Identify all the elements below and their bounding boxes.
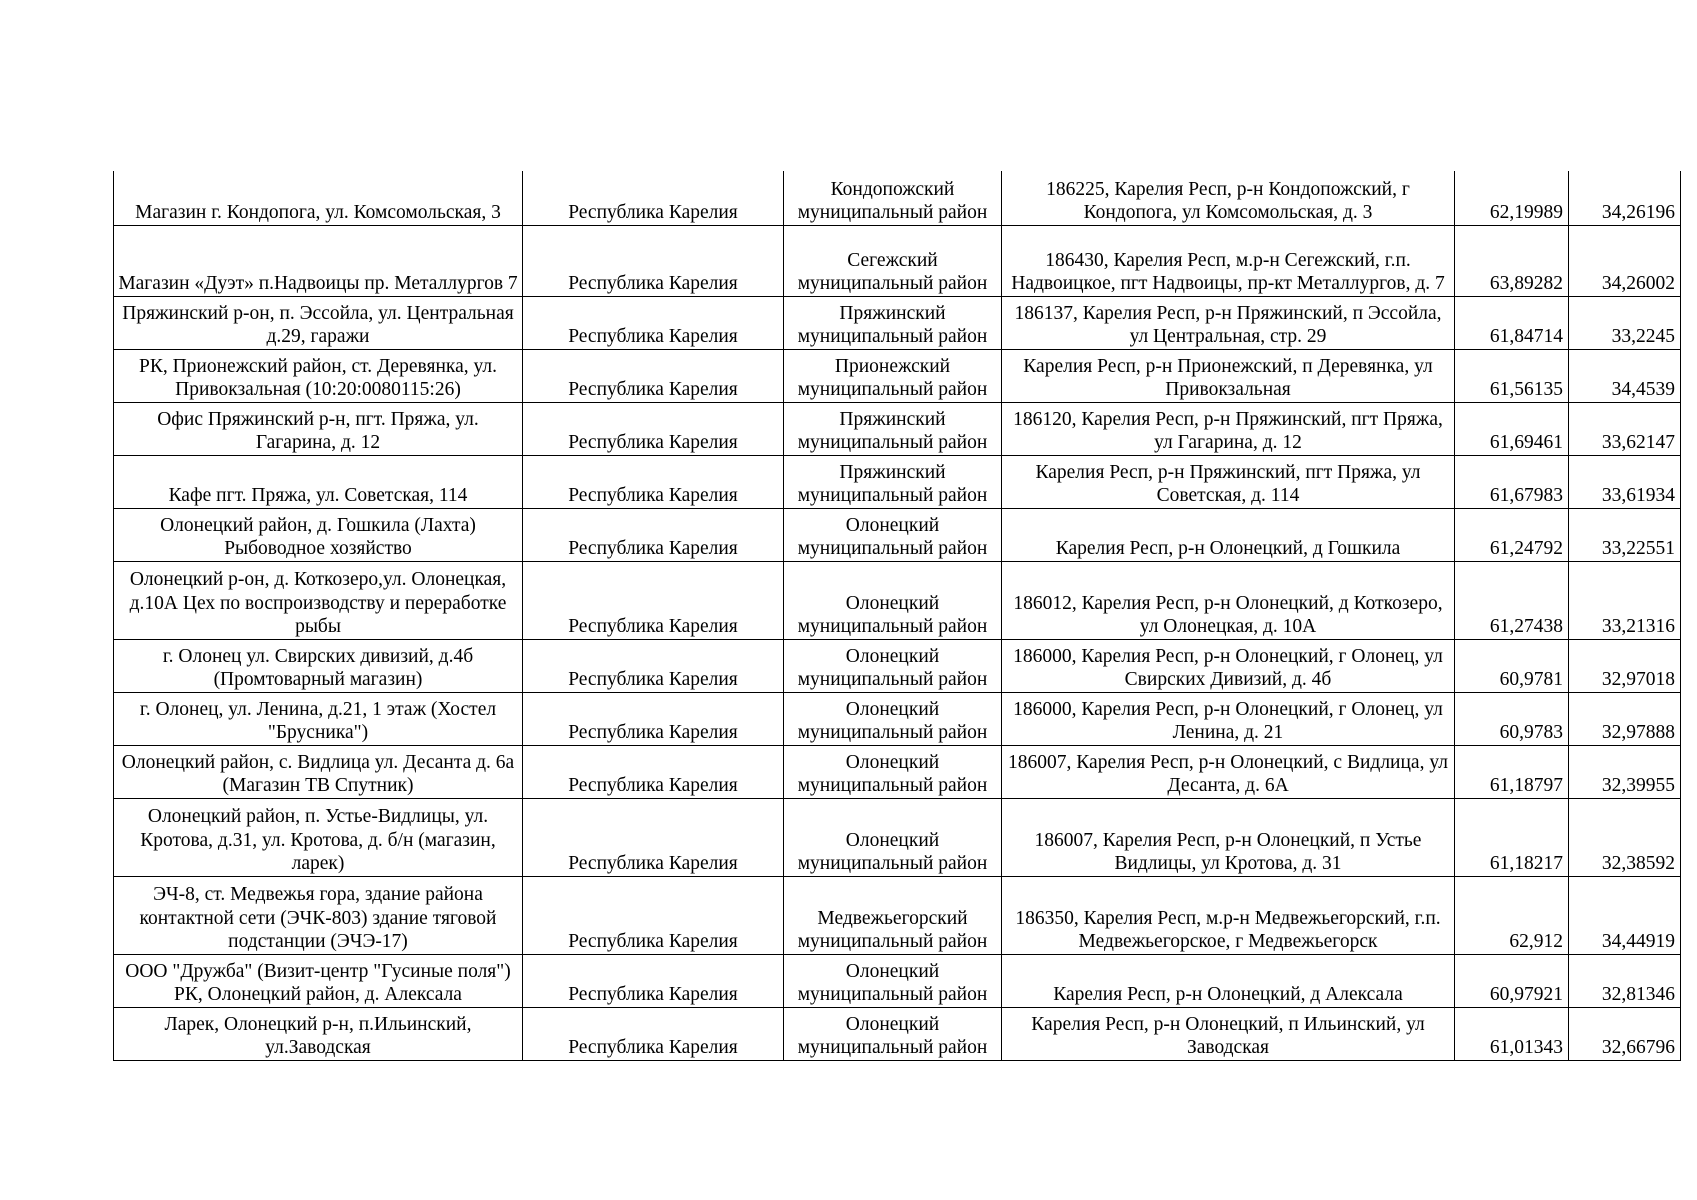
cell-object-name: ЭЧ-8, ст. Медвежья гора, здание района контактной сети (ЭЧК-803) здание тяговой подстанции (ЭЧЭ-17) (114, 876, 523, 954)
cell-district: Сегежский муниципальный район (784, 225, 1002, 296)
table-body (114, 171, 1681, 1060)
locations-table (113, 171, 1681, 1061)
table-row (114, 171, 1681, 225)
cell-region: Республика Карелия (523, 798, 784, 876)
cell-longitude: 34,26196 (1569, 171, 1681, 225)
cell-address: 186120, Карелия Респ, р-н Пряжинский, пгт Пряжа, ул Гагарина, д. 12 (1002, 402, 1455, 455)
cell-longitude: 32,66796 (1569, 1007, 1681, 1060)
cell-region: Республика Карелия (523, 455, 784, 508)
cell-longitude: 34,26002 (1569, 225, 1681, 296)
cell-region: Республика Карелия (523, 508, 784, 561)
cell-latitude: 60,9781 (1455, 639, 1569, 692)
cell-district: Олонецкий муниципальный район (784, 1007, 1002, 1060)
table-row (114, 296, 1681, 349)
cell-object-name: Магазин «Дуэт» п.Надвоицы пр. Металлургов 7 (114, 225, 523, 296)
cell-region: Республика Карелия (523, 225, 784, 296)
cell-longitude: 33,21316 (1569, 561, 1681, 639)
cell-latitude: 61,24792 (1455, 508, 1569, 561)
cell-address: 186007, Карелия Респ, р-н Олонецкий, с Видлица, ул Десанта, д. 6А (1002, 745, 1455, 798)
cell-latitude: 61,56135 (1455, 349, 1569, 402)
cell-address: 186350, Карелия Респ, м.р-н Медвежьегорский, г.п. Медвежьегорское, г Медвежьегорск (1002, 876, 1455, 954)
cell-region: Республика Карелия (523, 954, 784, 1007)
cell-region: Республика Карелия (523, 402, 784, 455)
table-row (114, 692, 1681, 745)
cell-longitude: 32,81346 (1569, 954, 1681, 1007)
cell-address: Карелия Респ, р-н Прионежский, п Деревянка, ул Привокзальная (1002, 349, 1455, 402)
cell-address: 186225, Карелия Респ, р-н Кондопожский, г Кондопога, ул Комсомольская, д. 3 (1002, 171, 1455, 225)
cell-longitude: 34,44919 (1569, 876, 1681, 954)
cell-longitude: 33,22551 (1569, 508, 1681, 561)
cell-object-name: РК, Прионежский район, ст. Деревянка, ул. Привокзальная (10:20:0080115:26) (114, 349, 523, 402)
cell-address: Карелия Респ, р-н Олонецкий, д Гошкила (1002, 508, 1455, 561)
cell-object-name: Офис Пряжинский р-н, пгт. Пряжа, ул. Гагарина, д. 12 (114, 402, 523, 455)
table-row (114, 561, 1681, 639)
cell-object-name: Ларек, Олонецкий р-н, п.Ильинский, ул.Заводская (114, 1007, 523, 1060)
cell-longitude: 32,97018 (1569, 639, 1681, 692)
cell-district: Олонецкий муниципальный район (784, 954, 1002, 1007)
cell-object-name: Пряжинский р-он, п. Эссойла, ул. Центральная д.29, гаражи (114, 296, 523, 349)
cell-object-name: Кафе пгт. Пряжа, ул. Советская, 114 (114, 455, 523, 508)
cell-latitude: 62,19989 (1455, 171, 1569, 225)
cell-latitude: 61,84714 (1455, 296, 1569, 349)
cell-address: Карелия Респ, р-н Олонецкий, д Алексала (1002, 954, 1455, 1007)
cell-latitude: 61,69461 (1455, 402, 1569, 455)
cell-object-name: Олонецкий район, д. Гошкила (Лахта) Рыбоводное хозяйство (114, 508, 523, 561)
cell-latitude: 63,89282 (1455, 225, 1569, 296)
table-row (114, 349, 1681, 402)
cell-address: 186137, Карелия Респ, р-н Пряжинский, п Эссойла, ул Центральная, стр. 29 (1002, 296, 1455, 349)
cell-district: Прионежский муниципальный район (784, 349, 1002, 402)
table-row (114, 954, 1681, 1007)
cell-longitude: 33,61934 (1569, 455, 1681, 508)
cell-longitude: 33,2245 (1569, 296, 1681, 349)
cell-district: Олонецкий муниципальный район (784, 798, 1002, 876)
document-page (113, 171, 1680, 1061)
cell-latitude: 61,27438 (1455, 561, 1569, 639)
cell-district: Медвежьегорский муниципальный район (784, 876, 1002, 954)
cell-latitude: 62,912 (1455, 876, 1569, 954)
cell-address: 186000, Карелия Респ, р-н Олонецкий, г Олонец, ул Ленина, д. 21 (1002, 692, 1455, 745)
cell-longitude: 33,62147 (1569, 402, 1681, 455)
cell-object-name: г. Олонец ул. Свирских дивизий, д.4б (Промтоварный магазин) (114, 639, 523, 692)
cell-district: Кондопожский муниципальный район (784, 171, 1002, 225)
table-row (114, 639, 1681, 692)
cell-district: Олонецкий муниципальный район (784, 561, 1002, 639)
cell-district: Пряжинский муниципальный район (784, 296, 1002, 349)
cell-region: Республика Карелия (523, 296, 784, 349)
table-row (114, 455, 1681, 508)
cell-object-name: Олонецкий район, п. Устье-Видлицы, ул. Кротова, д.31, ул. Кротова, д. б/н (магазин, ларек) (114, 798, 523, 876)
cell-region: Республика Карелия (523, 639, 784, 692)
table-row (114, 402, 1681, 455)
cell-region: Республика Карелия (523, 1007, 784, 1060)
cell-district: Олонецкий муниципальный район (784, 745, 1002, 798)
cell-object-name: ООО "Дружба" (Визит-центр "Гусиные поля") РК, Олонецкий район, д. Алексала (114, 954, 523, 1007)
table-row (114, 508, 1681, 561)
cell-district: Пряжинский муниципальный район (784, 455, 1002, 508)
table-row (114, 1007, 1681, 1060)
cell-object-name: г. Олонец, ул. Ленина, д.21, 1 этаж (Хостел "Брусника") (114, 692, 523, 745)
cell-latitude: 60,97921 (1455, 954, 1569, 1007)
cell-address: 186012, Карелия Респ, р-н Олонецкий, д Коткозеро, ул Олонецкая, д. 10А (1002, 561, 1455, 639)
table-row (114, 876, 1681, 954)
cell-address: 186430, Карелия Респ, м.р-н Сегежский, г.п. Надвоицкое, пгт Надвоицы, пр-кт Металлургов, д. 7 (1002, 225, 1455, 296)
cell-longitude: 32,97888 (1569, 692, 1681, 745)
cell-longitude: 34,4539 (1569, 349, 1681, 402)
cell-latitude: 60,9783 (1455, 692, 1569, 745)
cell-longitude: 32,39955 (1569, 745, 1681, 798)
cell-address: Карелия Респ, р-н Олонецкий, п Ильинский, ул Заводская (1002, 1007, 1455, 1060)
table-row (114, 745, 1681, 798)
table-row (114, 225, 1681, 296)
cell-longitude: 32,38592 (1569, 798, 1681, 876)
cell-region: Республика Карелия (523, 692, 784, 745)
cell-latitude: 61,01343 (1455, 1007, 1569, 1060)
cell-address: Карелия Респ, р-н Пряжинский, пгт Пряжа, ул Советская, д. 114 (1002, 455, 1455, 508)
cell-address: 186007, Карелия Респ, р-н Олонецкий, п Устье Видлицы, ул Кротова, д. 31 (1002, 798, 1455, 876)
cell-region: Республика Карелия (523, 745, 784, 798)
cell-region: Республика Карелия (523, 349, 784, 402)
cell-object-name: Магазин г. Кондопога, ул. Комсомольская, 3 (114, 171, 523, 225)
cell-address: 186000, Карелия Респ, р-н Олонецкий, г Олонец, ул Свирских Дивизий, д. 4б (1002, 639, 1455, 692)
cell-district: Олонецкий муниципальный район (784, 508, 1002, 561)
cell-latitude: 61,18217 (1455, 798, 1569, 876)
cell-latitude: 61,67983 (1455, 455, 1569, 508)
cell-region: Республика Карелия (523, 561, 784, 639)
cell-object-name: Олонецкий р-он, д. Коткозеро,ул. Олонецкая, д.10А Цех по воспроизводству и переработке рыбы (114, 561, 523, 639)
cell-object-name: Олонецкий район, с. Видлица ул. Десанта д. 6а (Магазин ТВ Спутник) (114, 745, 523, 798)
table-row (114, 798, 1681, 876)
cell-district: Олонецкий муниципальный район (784, 692, 1002, 745)
cell-district: Олонецкий муниципальный район (784, 639, 1002, 692)
cell-region: Республика Карелия (523, 171, 784, 225)
cell-district: Пряжинский муниципальный район (784, 402, 1002, 455)
cell-region: Республика Карелия (523, 876, 784, 954)
cell-latitude: 61,18797 (1455, 745, 1569, 798)
